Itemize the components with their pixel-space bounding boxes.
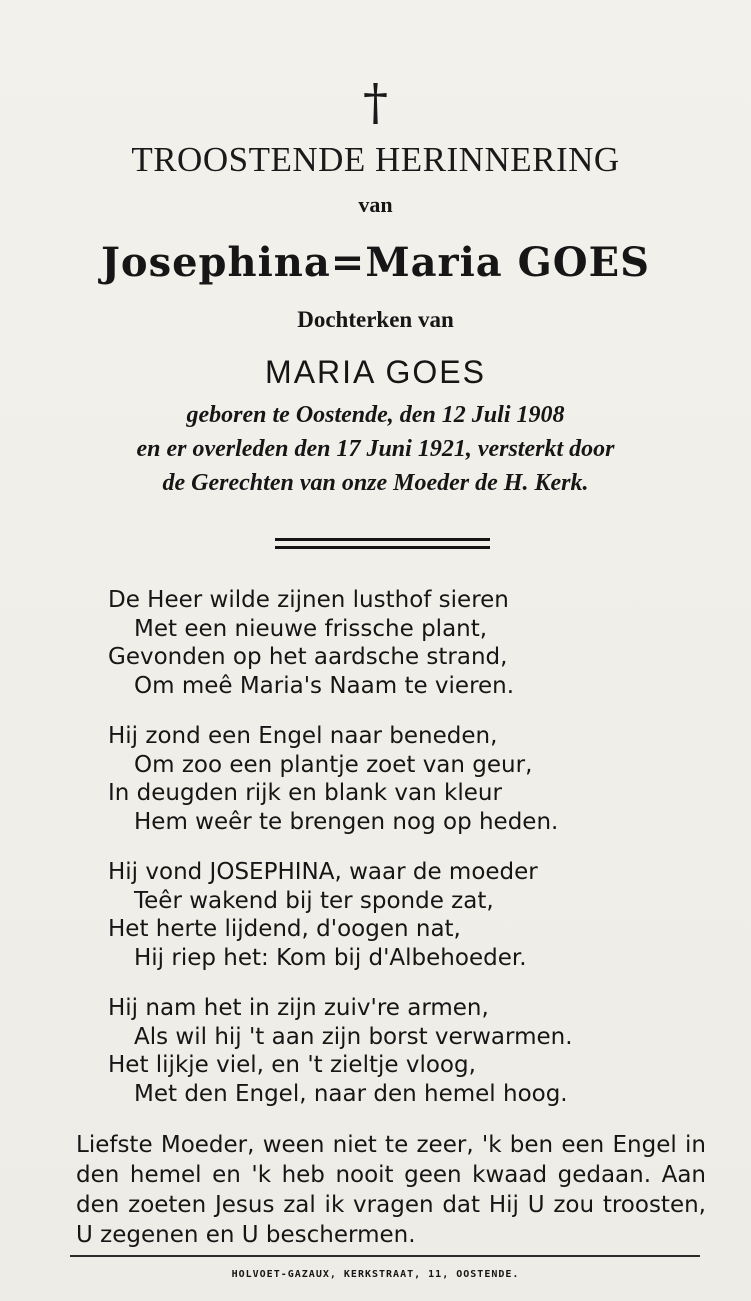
poem-line: Om zoo een plantje zoet van geur, — [134, 751, 533, 778]
poem-line: Teêr wakend bij ter sponde zat, — [134, 887, 494, 914]
poem-stanza — [108, 858, 728, 972]
card-title: TROOSTENDE HERINNERING — [131, 140, 620, 179]
poem-stanza — [108, 722, 728, 836]
poem-line: In deugden rijk en blank van kleur — [108, 780, 502, 806]
poem-line: Het lijkje viel, en 't zieltje vloog, — [108, 1052, 476, 1078]
van-label: van — [358, 192, 393, 217]
death-line: en er overleden den 17 Juni 1921, versterkt door — [136, 436, 615, 462]
poem — [108, 586, 728, 1130]
parent-name: MARIA GOES — [265, 354, 486, 390]
deceased-name: Josephina=Maria GOES — [100, 239, 651, 286]
closing-message: Liefste Moeder, ween niet te zeer, 'k ben een Engel in den hemel en 'k heb nooit geen kwaad gedaan. Aan den zoeten Jesus zal ik vragen dat Hij U zou troosten, U zegenen en U beschermen. — [76, 1132, 706, 1248]
divider-bottom — [275, 546, 490, 549]
sacrament-line: de Gerechten van onze Moeder de H. Kerk. — [162, 470, 589, 496]
poem-line: Gevonden op het aardsche strand, — [108, 644, 508, 670]
poem-line: Hem weêr te brengen nog op heden. — [134, 808, 559, 835]
poem-line: Hij vond JOSEPHINA, waar de moeder — [108, 859, 538, 885]
poem-line: Om meê Maria's Naam te vieren. — [134, 672, 515, 699]
footer-divider — [70, 1255, 700, 1257]
poem-line: Met een nieuwe frissche plant, — [134, 615, 488, 642]
birth-line: geboren te Oostende, den 12 Juli 1908 — [186, 402, 565, 428]
dates-block — [0, 398, 751, 500]
poem-line: Hij riep het: Kom bij d'Albehoeder. — [134, 944, 527, 971]
poem-line: Met den Engel, naar den hemel hoog. — [134, 1080, 568, 1107]
printer-imprint: HOLVOET-GAZAUX, KERKSTRAAT, 11, OOSTENDE. — [231, 1269, 520, 1280]
poem-line: Hij zond een Engel naar beneden, — [108, 723, 498, 749]
poem-stanza — [108, 994, 728, 1108]
relation-label: Dochterken van — [297, 307, 454, 332]
poem-stanza — [108, 586, 728, 700]
poem-line: Het herte lijdend, d'oogen nat, — [108, 916, 461, 942]
poem-line: De Heer wilde zijnen lusthof sieren — [108, 587, 509, 613]
cross-icon: † — [363, 73, 388, 131]
divider-top — [275, 538, 490, 541]
poem-line: Hij nam het in zijn zuiv're armen, — [108, 995, 489, 1021]
poem-line: Als wil hij 't aan zijn borst verwarmen. — [134, 1023, 573, 1050]
